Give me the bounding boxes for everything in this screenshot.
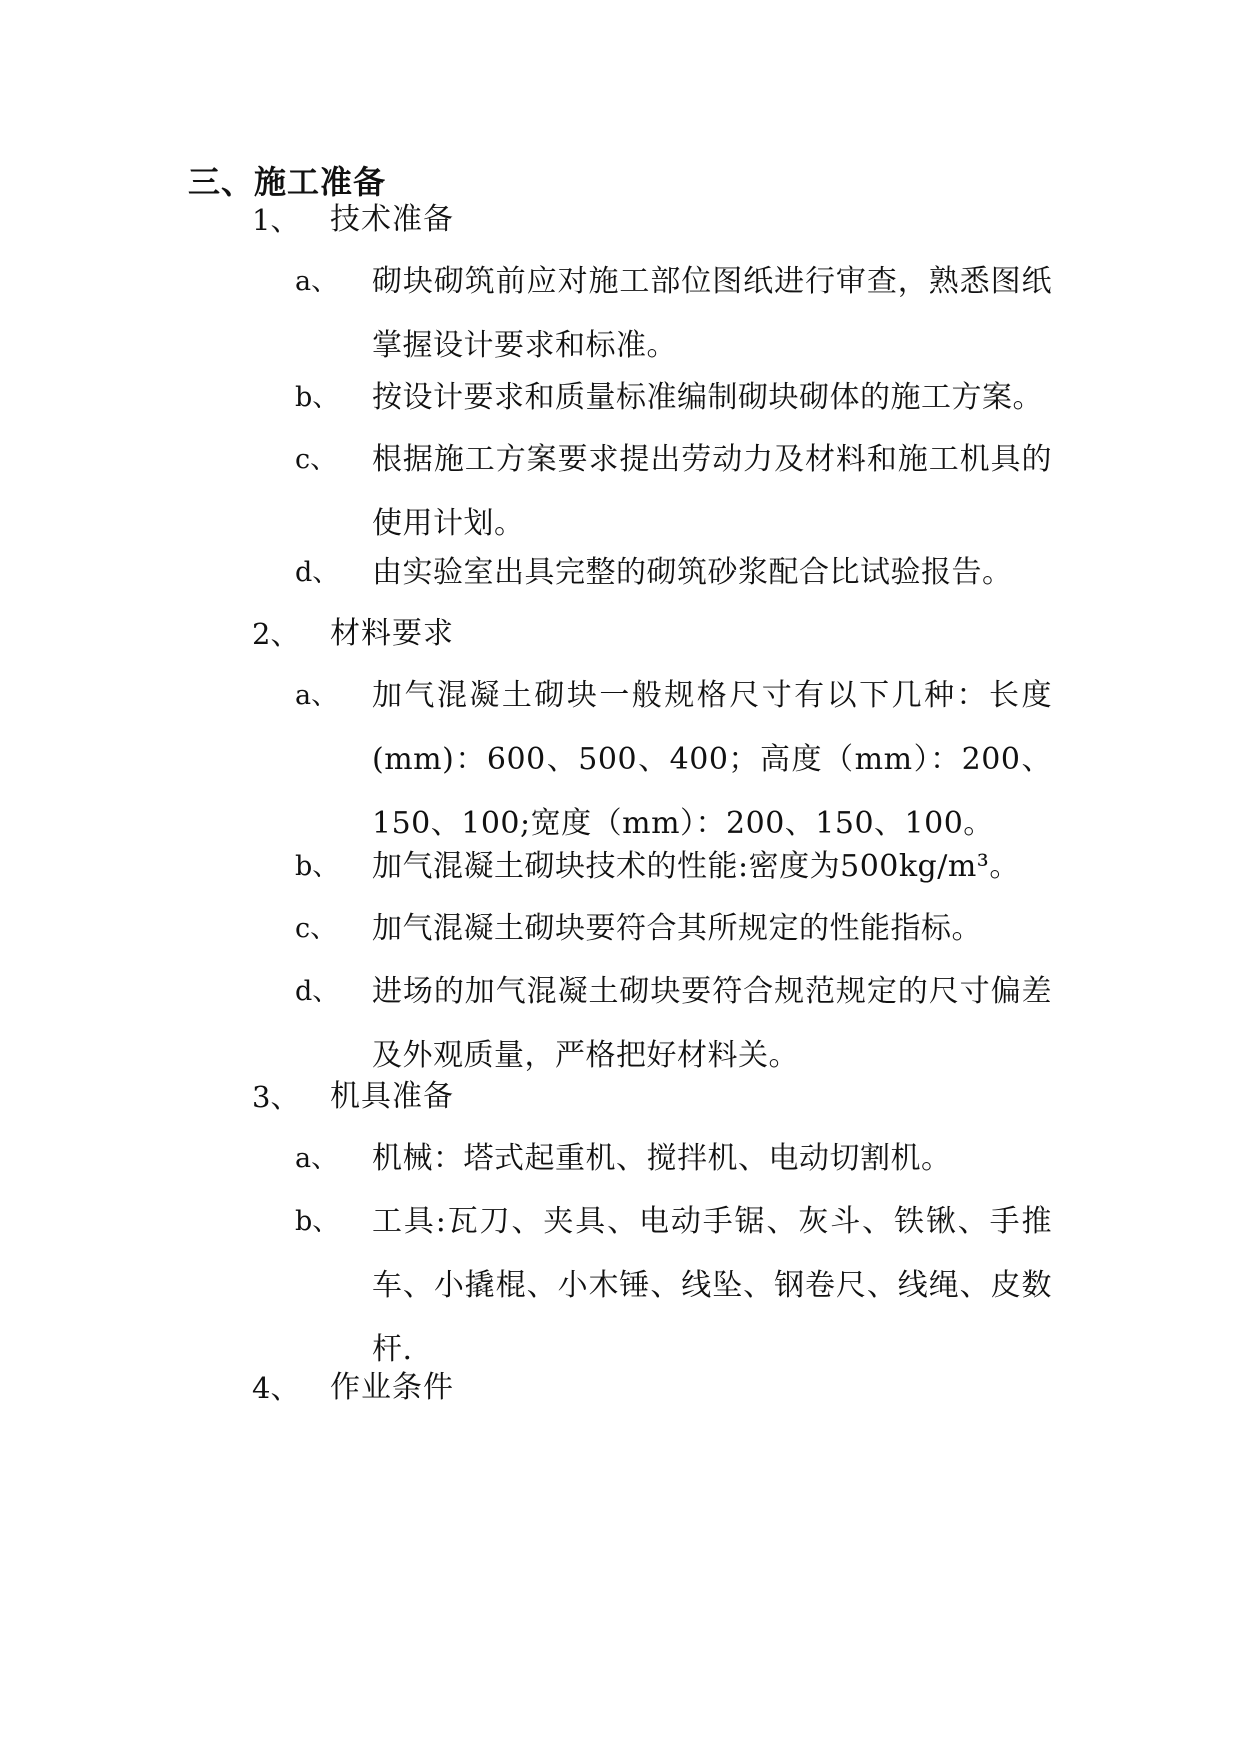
item-label: a、 xyxy=(295,1143,339,1174)
item-text: 根据施工方案要求提出劳动力及材料和施工机具的使用计划。 xyxy=(372,442,1052,541)
item-label: c、 xyxy=(295,444,338,475)
item-text: 按设计要求和质量标准编制砌块砌体的施工方案。 xyxy=(372,380,1043,415)
subsection-title: 材料要求 xyxy=(330,616,454,651)
item-text: 机械：塔式起重机、搅拌机、电动切割机。 xyxy=(372,1141,952,1176)
item-label: b、 xyxy=(295,1206,340,1237)
item-label: c、 xyxy=(295,913,338,944)
item-text: 工具:瓦刀、夹具、电动手锯、灰斗、铁锹、手推车、小撬棍、小木锤、线坠、钢卷尺、线绳、皮数杆. xyxy=(372,1204,1052,1367)
item-text: 加气混凝土砌块要符合其所规定的性能指标。 xyxy=(372,911,982,946)
subsection-number: 3、 xyxy=(252,1080,300,1114)
item-label: a、 xyxy=(295,266,339,297)
item-text: 加气混凝土砌块技术的性能:密度为500kg/m³。 xyxy=(372,849,1020,884)
item-text: 进场的加气混凝土砌块要符合规范规定的尺寸偏差及外观质量，严格把好材料关。 xyxy=(372,974,1052,1073)
item-text: 加气混凝土砌块一般规格尺寸有以下几种：长度(mm)：600、500、400；高度（mm）：200、150、100;宽度（mm）：200、150、100。 xyxy=(372,678,1052,841)
subsection-title: 技术准备 xyxy=(330,202,454,237)
subsection-heading-3 xyxy=(0,1073,1241,1121)
item-label: d、 xyxy=(295,557,340,588)
subsection-number: 1、 xyxy=(252,203,300,237)
section-title: 三、施工准备 xyxy=(188,163,387,201)
item-label: a、 xyxy=(295,680,339,711)
subsection-heading-4 xyxy=(0,1364,1241,1412)
subsection-title: 机具准备 xyxy=(330,1079,454,1114)
item-label: b、 xyxy=(295,382,340,413)
subsection-heading-1 xyxy=(0,196,1241,244)
subsection-title: 作业条件 xyxy=(330,1370,454,1405)
item-label: d、 xyxy=(295,976,340,1007)
subsection-number: 4、 xyxy=(252,1371,300,1405)
item-text: 砌块砌筑前应对施工部位图纸进行审查，熟悉图纸掌握设计要求和标准。 xyxy=(372,264,1052,363)
subsection-heading-2 xyxy=(0,610,1241,658)
item-text: 由实验室出具完整的砌筑砂浆配合比试验报告。 xyxy=(372,555,1013,590)
item-label: b、 xyxy=(295,851,340,882)
subsection-number: 2、 xyxy=(252,617,300,651)
